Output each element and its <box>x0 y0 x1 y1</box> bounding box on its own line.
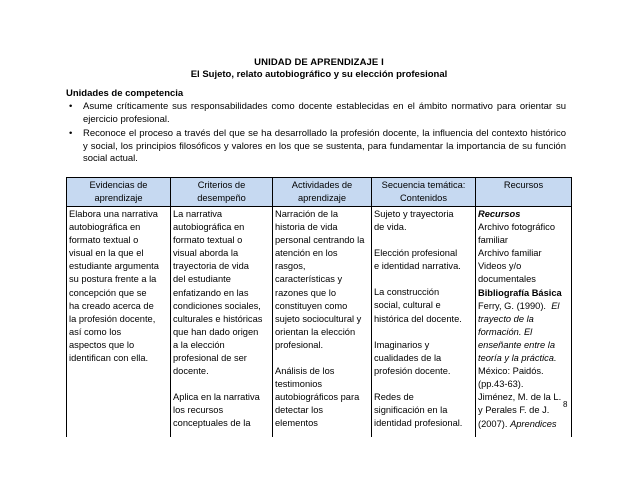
cell-recursos <box>476 207 572 438</box>
cell-line: trayectoria de vida <box>173 261 249 272</box>
cell-line: formato textual o <box>173 235 243 246</box>
cell-line: Redes de <box>374 391 414 402</box>
spacer <box>173 378 270 391</box>
cell-line: personal centrando la <box>275 235 365 246</box>
cell-line: a la elección <box>173 339 225 350</box>
cell-line: estudiante argumenta <box>69 261 159 272</box>
cell-line: detectar los <box>275 405 324 416</box>
cell-line: docente. <box>173 366 209 377</box>
cell-line: Narración de la <box>275 209 339 219</box>
cell-line: Videos y/o <box>478 261 522 272</box>
cell-line: concepción que se <box>69 287 147 298</box>
spacer <box>275 352 369 365</box>
cell-line: los recursos <box>173 405 224 416</box>
cell-secuencia <box>372 207 476 438</box>
cell-line: profesión docente. <box>374 365 451 376</box>
cell-line: constituyen como <box>275 300 348 311</box>
header-secuencia: Secuencia temática: Contenidos <box>372 178 476 207</box>
cell-line: que han dado origen <box>173 326 259 337</box>
bibliografia-label: Bibliografía Básica <box>478 287 562 298</box>
cell-line: conceptuales de la <box>173 418 251 429</box>
page-number: 8 <box>563 400 568 409</box>
ref-year: (2007). <box>478 418 508 429</box>
cell-line: del estudiante <box>173 274 231 285</box>
cell-line: la profesión docente, <box>69 313 156 324</box>
cell-line: profesional. <box>275 339 324 350</box>
spacer <box>374 234 473 247</box>
cell-line: rasgos, <box>275 261 306 272</box>
header-criterios: Criterios de desempeño <box>171 178 273 207</box>
cell-line: documentales <box>478 274 536 285</box>
cell-line: y Perales F. de J. <box>478 405 550 416</box>
cell-line: enfatizando en las <box>173 287 249 298</box>
competencia-item: • Reconoce el proceso a través del que se ha desarrollado la profesión docente, la influencia del contexto histórico y social, los principios filosóficos y valores en los que se sustenta, para fundamentar la importancia de su función social actual. <box>66 128 566 166</box>
competencia-item: • Asume críticamente sus responsabilidades como docente establecidas en el ámbito normativo para orientar su ejercicio profesional. <box>66 101 566 126</box>
competencias-list <box>66 101 566 168</box>
cell-line: visual aborda la <box>173 248 239 259</box>
cell-line: así como los <box>69 326 122 337</box>
learning-unit-table <box>66 177 572 437</box>
cell-line: atención en los <box>275 248 338 259</box>
ref-title-line: teoría y la práctica. <box>478 353 557 364</box>
cell-line: significación en la <box>374 405 448 416</box>
cell-line: visual en la que el <box>69 248 144 259</box>
spacer <box>374 378 473 391</box>
ref-title: El <box>551 300 560 311</box>
cell-line: identifican con ella. <box>69 353 149 364</box>
cell-line: Archivo familiar <box>478 248 542 259</box>
unit-heading: UNIDAD DE APRENDIZAJE I <box>254 57 384 68</box>
cell-line: Archivo fotográfico <box>478 222 555 233</box>
cell-line: formato textual o <box>69 235 139 246</box>
cell-line: familiar <box>478 235 508 246</box>
recursos-label: Recursos <box>478 209 521 219</box>
cell-line: histórica del docente. <box>374 313 462 324</box>
cell-actividades <box>273 207 372 438</box>
cell-line: sujeto sociocultural y <box>275 313 362 324</box>
competencias-label: Unidades de competencia <box>66 88 184 99</box>
header-evidencias: Evidencias de aprendizaje <box>67 178 171 207</box>
reference-line <box>478 300 569 313</box>
reference-line <box>478 418 569 431</box>
table-row <box>67 207 572 438</box>
cell-line: México: Paidós. <box>478 366 544 377</box>
header-recursos: Recursos <box>476 178 572 207</box>
spacer <box>374 273 473 286</box>
ref-title-line: formación. El <box>478 326 533 337</box>
cell-line: identidad profesional. <box>374 418 463 429</box>
cell-evidencias <box>67 207 171 438</box>
cell-line: testimonios <box>275 379 323 390</box>
cell-line: profesional de ser <box>173 353 247 364</box>
cell-line: autobiográficos para <box>275 392 360 403</box>
cell-line: Análisis de los <box>275 366 335 377</box>
ref-title-line: enseñante entre la <box>478 339 556 350</box>
cell-line: su postura frente a la <box>69 274 157 285</box>
cell-line: La narrativa <box>173 209 223 219</box>
ref-title: Aprendices <box>510 418 557 429</box>
table-header-row <box>67 178 572 207</box>
unit-subtitle: El Sujeto, relato autobiográfico y su elección profesional <box>190 69 448 80</box>
cell-line: e identidad narrativa. <box>374 261 461 272</box>
cell-line: historia de vida <box>275 222 338 233</box>
cell-line: aspectos que lo <box>69 339 135 350</box>
ref-author: Ferry, G. (1990). <box>478 300 547 311</box>
cell-line: social, cultural e <box>374 300 441 311</box>
spacer <box>374 326 473 339</box>
cell-criterios <box>171 207 273 438</box>
cell-line: Sujeto y trayectoria <box>374 209 454 219</box>
cell-line: autobiográfica en <box>173 222 245 233</box>
cell-line: condiciones sociales, <box>173 300 261 311</box>
cell-line: cualidades de la <box>374 352 442 363</box>
cell-line: ha creado acerca de <box>69 300 154 311</box>
cell-line: orientan la elección <box>275 326 356 337</box>
cell-line: Elabora una narrativa <box>69 209 158 219</box>
cell-line: características y <box>275 274 343 285</box>
cell-line: autobiográfica en <box>69 222 141 233</box>
cell-line: Aplica en la narrativa <box>173 392 260 403</box>
cell-line: Elección profesional <box>374 248 458 259</box>
cell-line: culturales e históricas <box>173 313 263 324</box>
cell-line: razones que lo <box>275 287 336 298</box>
cell-line: elementos <box>275 418 318 429</box>
cell-line: La construcción <box>374 287 440 298</box>
cell-line: (pp.43-63). <box>478 379 524 390</box>
cell-line: Jiménez, M. de la L. <box>478 392 562 403</box>
header-actividades: Actividades de aprendizaje <box>273 178 372 207</box>
cell-line: Imaginarios y <box>374 339 430 350</box>
cell-line: de vida. <box>374 222 407 233</box>
ref-title-line: trayecto de la <box>478 313 534 324</box>
